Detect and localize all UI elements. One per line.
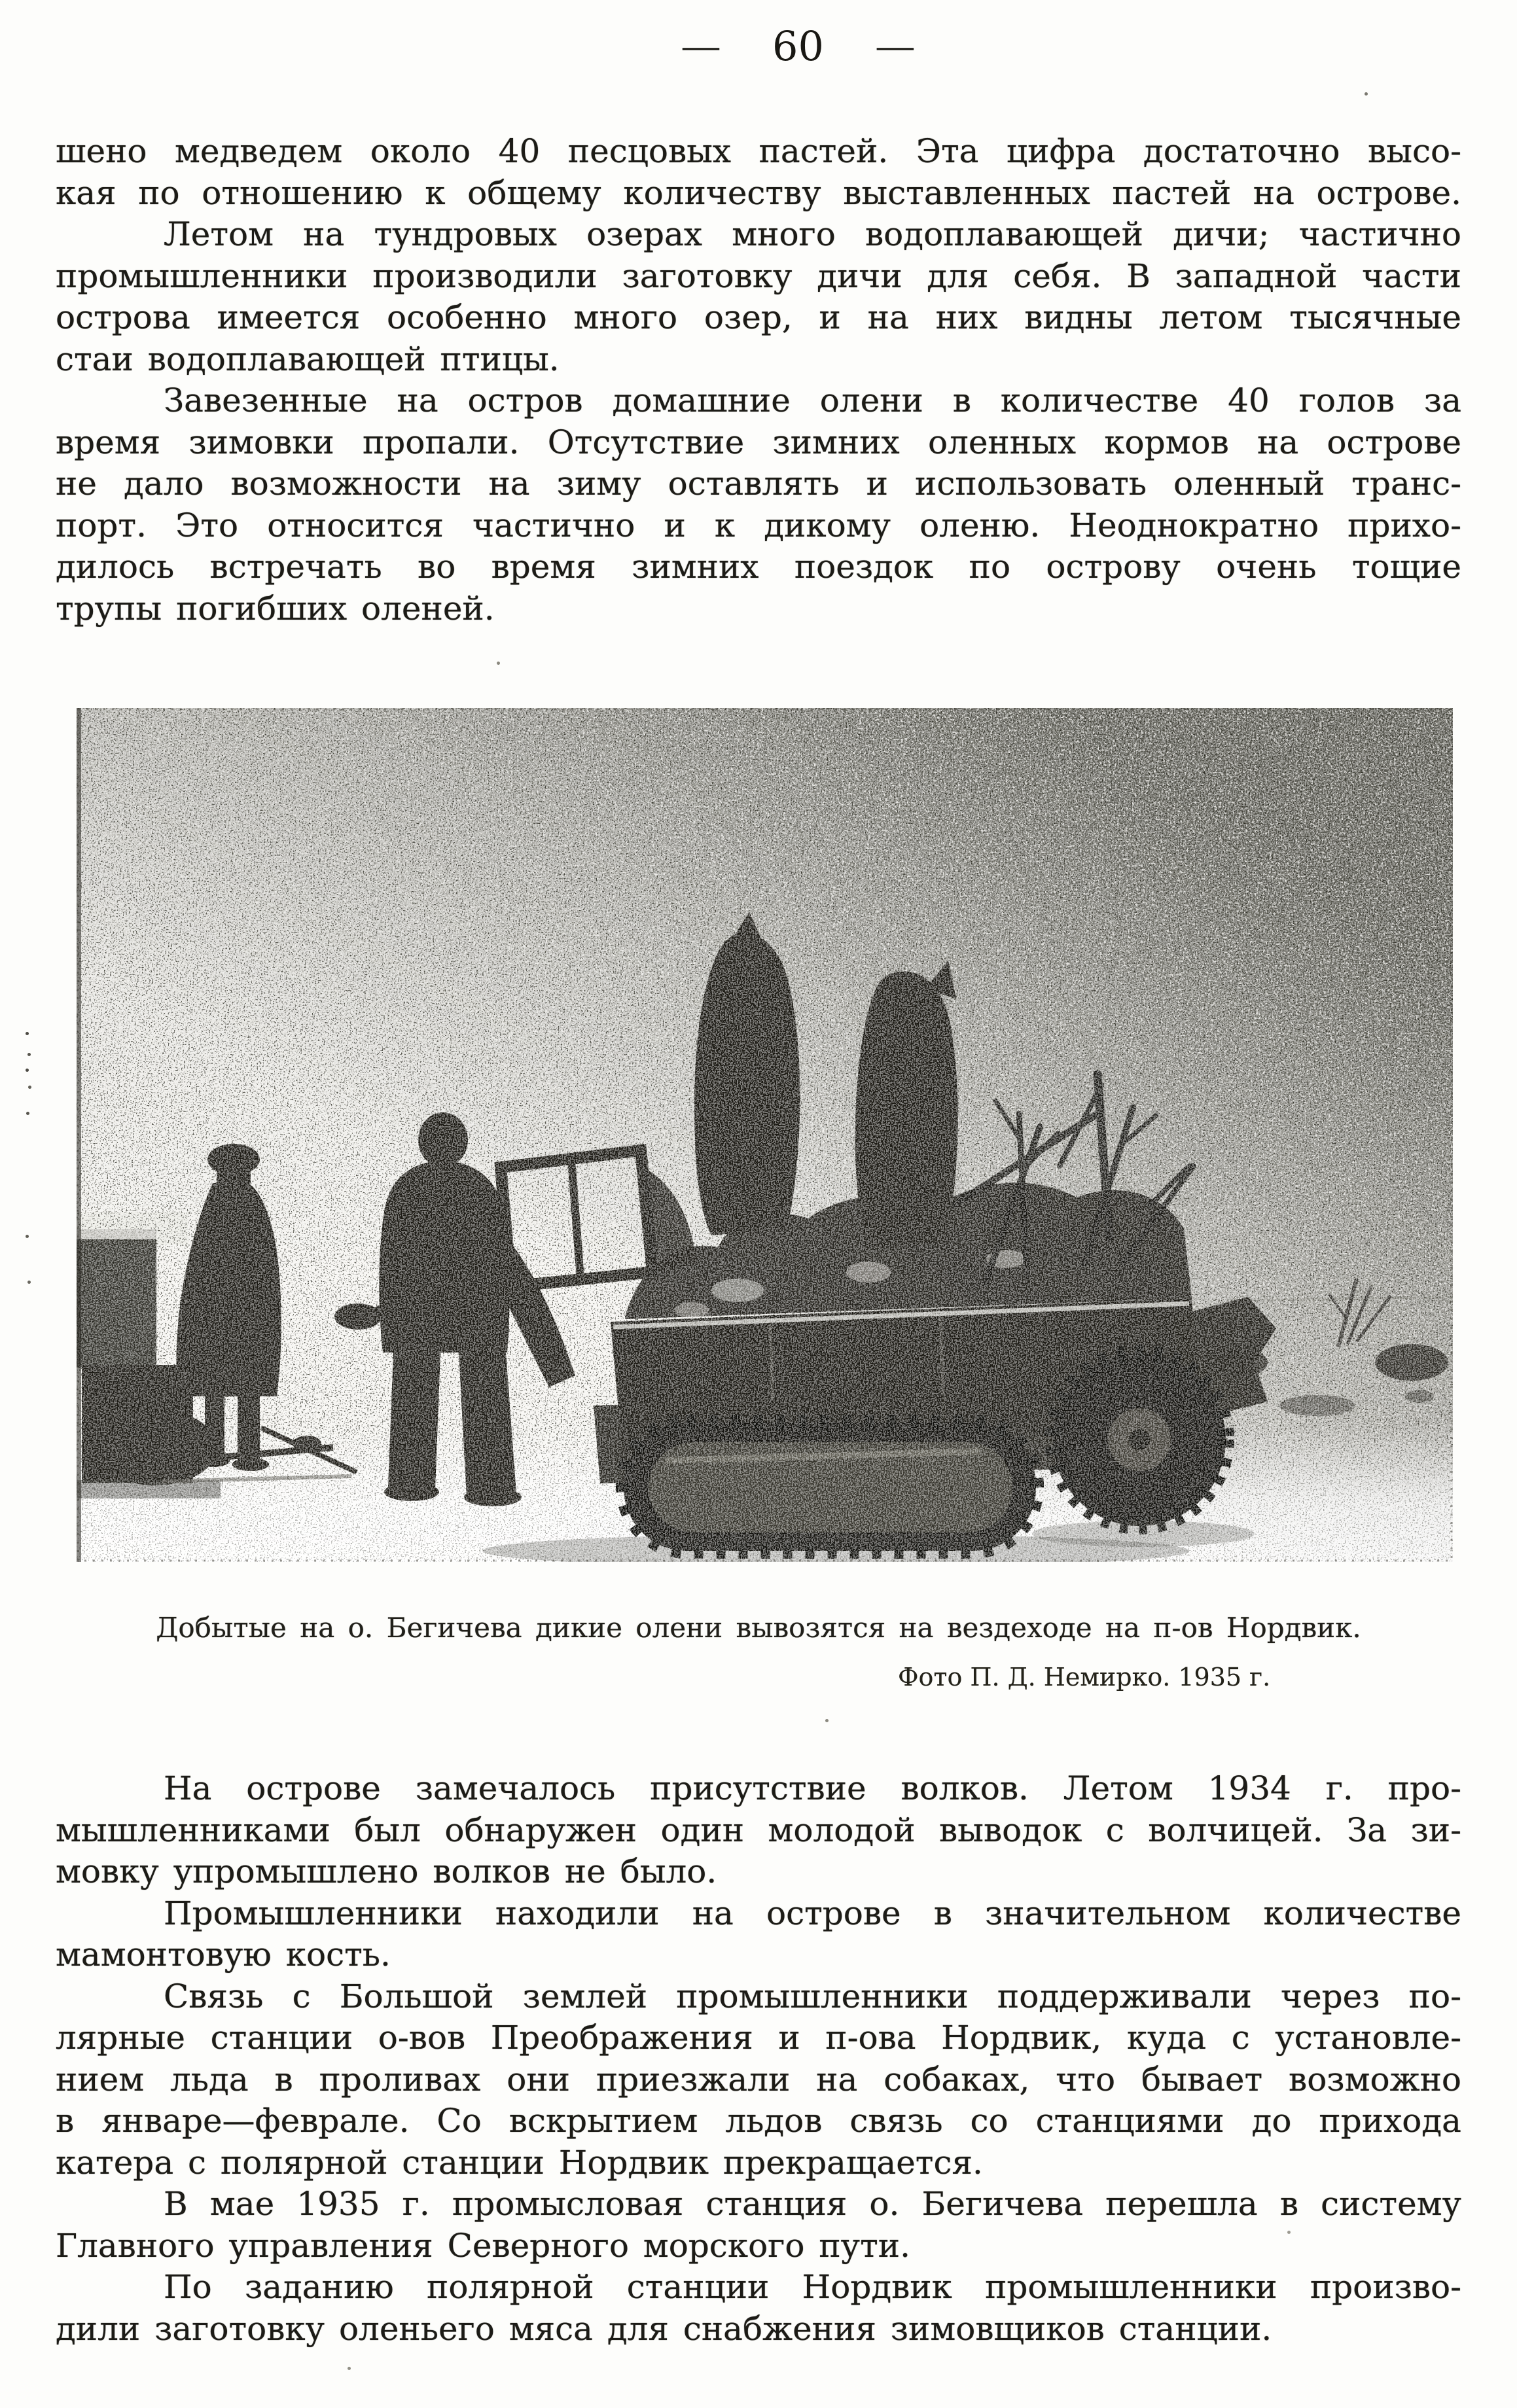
text-line: По заданию полярной станции Нордвик промышленники произво-	[164, 2268, 1461, 2306]
paragraph-block-top	[56, 131, 1461, 629]
text-line: дилось встречать во время зимних поездок по острову очень тощие	[56, 548, 1461, 586]
text-line: острова имеется особенно много озер, и на них видны летом тысячные	[56, 298, 1461, 336]
figure-caption: Добытые на о. Бегичева дикие олени вывозятся на вездеходе на п-ов Нордвик.	[156, 1612, 1361, 1644]
text-line: Завезенные на остров домашние олени в количестве 40 голов за	[164, 381, 1461, 419]
text-line: шено медведем около 40 песцовых пастей. Эта цифра достаточно высо-	[56, 132, 1461, 170]
text-line: нием льда в проливах они приезжали на собаках, что бывает возможно	[56, 2060, 1461, 2098]
figure-credit: Фото П. Д. Немирко. 1935 г.	[898, 1663, 1271, 1691]
text-line: кая по отношению к общему количеству выставленных пастей на острове.	[56, 173, 1461, 212]
text-line: промышленники производили заготовку дичи для себя. В западной части	[56, 257, 1461, 295]
text-line: трупы погибших оленей.	[56, 589, 495, 628]
text-line: Главного управления Северного морского пути.	[56, 2226, 910, 2265]
text-line: Летом на тундровых озерах много водоплавающей дичи; частично	[164, 215, 1461, 253]
text-line: стаи водоплавающей птицы.	[56, 340, 560, 378]
text-line: мовку упромышлено волков не было.	[56, 1852, 717, 1890]
header-dash-left: —	[681, 27, 721, 65]
text-line: мамонтовую кость.	[56, 1936, 391, 1974]
photograph	[77, 708, 1453, 1562]
page-header	[681, 24, 916, 69]
grain-texture-overlay	[77, 708, 1453, 1562]
paragraph-block-bottom	[56, 1768, 1461, 2350]
text-line: Промышленники находили на острове в значительном количестве	[164, 1894, 1461, 1932]
text-line: Связь с Большой землей промышленники поддерживали через по-	[164, 1977, 1461, 2015]
text-line: время зимовки пропали. Отсутствие зимних оленных кормов на острове	[56, 423, 1461, 461]
header-dash-right: —	[874, 27, 916, 65]
text-line: не дало возможности на зиму оставлять и использовать оленный транс-	[56, 465, 1461, 503]
text-line: В мае 1935 г. промысловая станция о. Бегичева перешла в систему	[164, 2185, 1461, 2223]
page-number: 60	[772, 22, 824, 70]
text-line: катера с полярной станции Нордвик прекращается.	[56, 2143, 983, 2182]
scan-dust-specks	[0, 0, 2, 2]
text-line: в январе—феврале. Со вскрытием льдов связь со станциями до прихода	[56, 2102, 1461, 2140]
text-line: порт. Это относится частично и к дикому оленю. Неоднократно прихо-	[56, 506, 1461, 544]
text-line: дили заготовку оленьего мяса для снабжения зимовщиков станции.	[56, 2309, 1272, 2348]
photo-illustration	[77, 708, 1453, 1562]
text-line: На острове замечалось присутствие волков. Летом 1934 г. про-	[164, 1769, 1461, 1807]
text-line: мышленниками был обнаружен один молодой выводок с волчицей. За зи-	[56, 1811, 1461, 1849]
text-line: лярные станции о-вов Преображения и п-ова Нордвик, куда с установле-	[56, 2019, 1461, 2057]
